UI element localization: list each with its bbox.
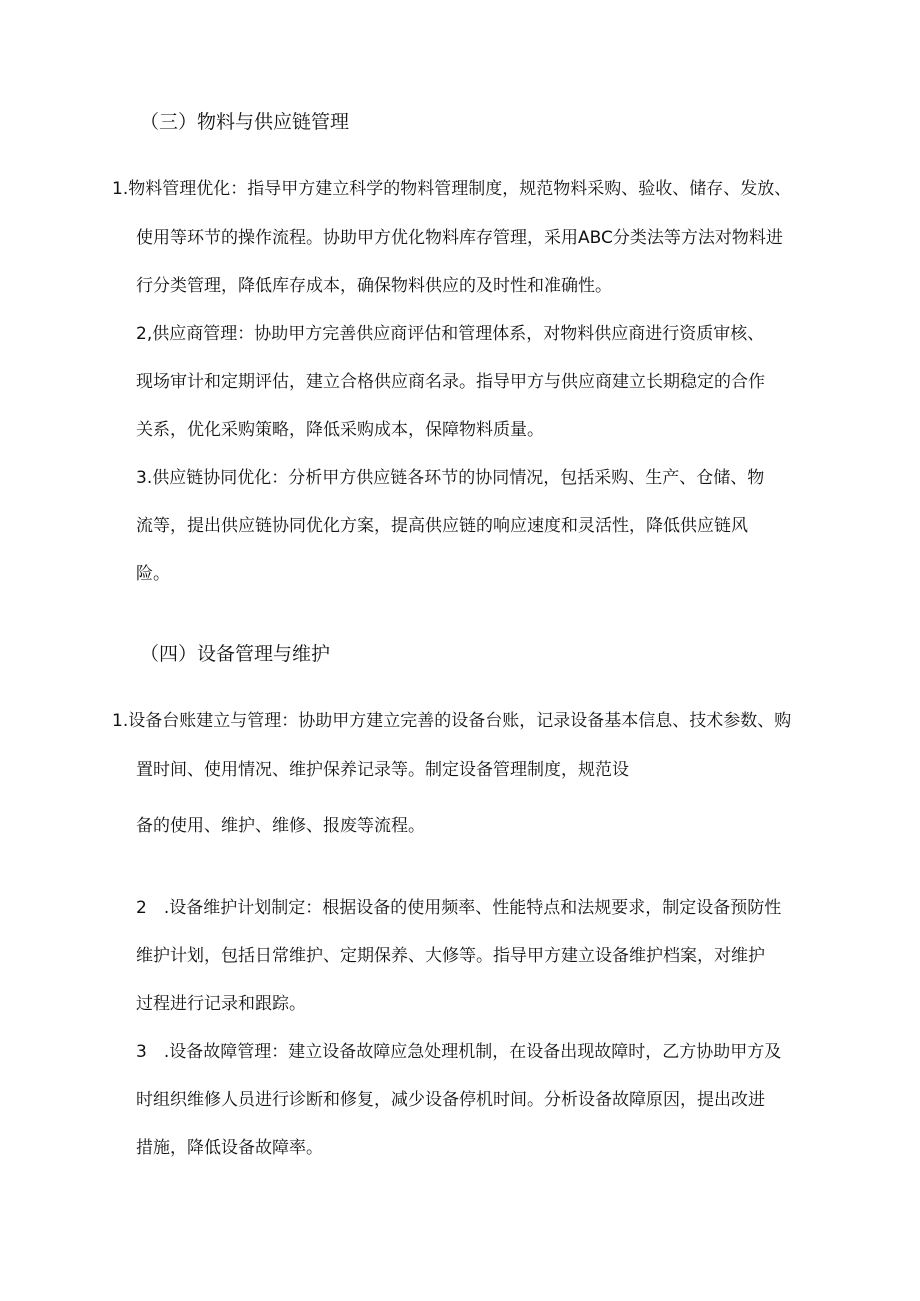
paragraph-line: 流等，提出供应链协同优化方案，提高供应链的响应速度和灵活性，降低供应链风	[136, 516, 748, 536]
paragraph-line: 措施，降低设备故障率。	[136, 1138, 323, 1158]
paragraph-line: 3 .设备故障管理：建立设备故障应急处理机制，在设备出现故障时，乙方协助甲方及	[136, 1042, 782, 1062]
paragraph-line: 维护计划，包括日常维护、定期保养、大修等。指导甲方建立设备维护档案，对维护	[136, 946, 765, 966]
section-heading-equipment: （四）设备管理与维护	[140, 643, 331, 665]
paragraph-line: 时组织维修人员进行诊断和修复，减少设备停机时间。分析设备故障原因，提出改进	[136, 1090, 765, 1110]
paragraph-line: 2,供应商管理：协助甲方完善供应商评估和管理体系，对物料供应商进行资质审核、	[136, 324, 765, 344]
paragraph-line: 置时间、使用情况、维护保养记录等。制定设备管理制度，规范设	[136, 760, 629, 780]
paragraph-line: 2 .设备维护计划制定：根据设备的使用频率、性能特点和法规要求，制定设备预防性	[136, 898, 782, 918]
paragraph-line: 行分类管理，降低库存成本，确保物料供应的及时性和准确性。	[136, 276, 612, 296]
paragraph-line: 备的使用、维护、维修、报废等流程。	[136, 816, 425, 836]
section-heading-materials: （三）物料与供应链管理	[140, 111, 350, 133]
paragraph-line: 过程进行记录和跟踪。	[136, 994, 306, 1014]
paragraph-line: 现场审计和定期评估，建立合格供应商名录。指导甲方与供应商建立长期稳定的合作	[136, 372, 765, 392]
paragraph-line: 使用等环节的操作流程。协助甲方优化物料库存管理，采用ABC分类法等方法对物料进	[136, 228, 783, 248]
paragraph-line: 1.物料管理优化：指导甲方建立科学的物料管理制度，规范物料采购、验收、储存、发放、	[112, 179, 792, 199]
paragraph-line: 1.设备台账建立与管理：协助甲方建立完善的设备台账，记录设备基本信息、技术参数、购	[112, 711, 792, 731]
paragraph-line: 险。	[136, 564, 170, 584]
paragraph-line: 3.供应链协同优化：分析甲方供应链各环节的协同情况，包括采购、生产、仓储、物	[136, 468, 765, 488]
paragraph-line: 关系，优化采购策略，降低采购成本，保障物料质量。	[136, 420, 544, 440]
